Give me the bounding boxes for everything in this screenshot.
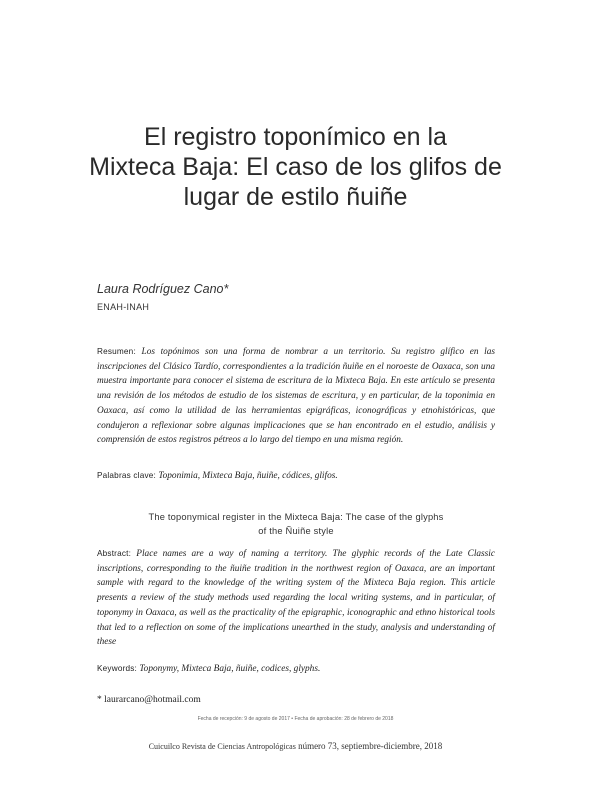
keywords (97, 662, 495, 677)
journal-name: Cuicuilco Revista de Ciencias Antropológicas (148, 742, 296, 751)
author-name: Laura Rodríguez Cano* (97, 282, 229, 296)
author-affiliation: ENAH-INAH (97, 302, 150, 312)
keywords-text: Toponymy, Mixteca Baja, ñuiñe, codices, glyphs. (139, 664, 321, 674)
abstract-paragraph (97, 547, 495, 650)
submission-dates (0, 716, 591, 722)
title-line-3: lugar de estilo ñuiñe (183, 183, 408, 211)
abstract-text: Place names are a way of naming a territory. The glyphic records of the Late Classic inscriptions, corresponding to the ñuiñe tradition in the northwest region of Oaxaca, are an important sample with regard to the knowledge of the writing system of the Mixteca Baja region. This article presents a review of the study methods used regarding the local writing systems, and in particular, of toponymy in Oaxaca, as well as the practicality of the epigraphic, iconographic and ethno historical tools that led to a reflection on some of the implications unearthed in the study, analysis and understanding of these (97, 549, 495, 648)
footnote-email: * laurarcano@hotmail.com (97, 695, 201, 705)
journal-issue: número 73, septiembre-diciembre, 2018 (298, 741, 443, 751)
resumen-label: Resumen: (97, 347, 136, 356)
resumen-paragraph (97, 345, 495, 448)
palabras-clave (97, 469, 495, 484)
palabras-clave-text: Toponimia, Mixteca Baja, ñuiñe, códices, glifos. (158, 471, 338, 481)
english-title-line-1: The toponymical register in the Mixteca Baja: The case of the glyphs (148, 512, 444, 522)
title-line-1: El registro toponímico en la (144, 123, 447, 151)
article-title (80, 122, 511, 212)
palabras-clave-label: Palabras clave: (97, 471, 156, 480)
abstract-label: Abstract: (97, 549, 132, 558)
english-title-line-2: of the Ñuiñe style (258, 526, 334, 536)
resumen-text: Los topónimos son una forma de nombrar a un territorio. Su registro glífico en las inscripciones del Clásico Tardío, correspondientes a la tradición ñuiñe en el noroeste de Oaxaca, son una muestra importante para conocer el sistema de escritura de la Mixteca Baja. En este artículo se presenta una revisión de los métodos de estudio de los sistemas de escritura, y en particular, de la toponimia en Oaxaca, así como la utilidad de las herramientas epigráficas, iconográficas y etnohistóricas, que condujeron a reflexionar sobre algunas implicaciones que se han encontrado en el estudio, análisis y comprensión de estos registros pétreos a lo largo del tiempo en una misma región. (97, 347, 496, 446)
journal-footer (0, 741, 591, 751)
received-date: Fecha de recepción: 9 de agosto de 2017 (197, 716, 290, 722)
english-title (97, 510, 495, 538)
approved-date: Fecha de aprobación: 28 de febrero de 2018 (294, 716, 394, 722)
keywords-label: Keywords: (97, 664, 138, 673)
title-line-2: Mixteca Baja: El caso de los glifos de (89, 153, 502, 181)
date-separator: • (291, 716, 294, 722)
